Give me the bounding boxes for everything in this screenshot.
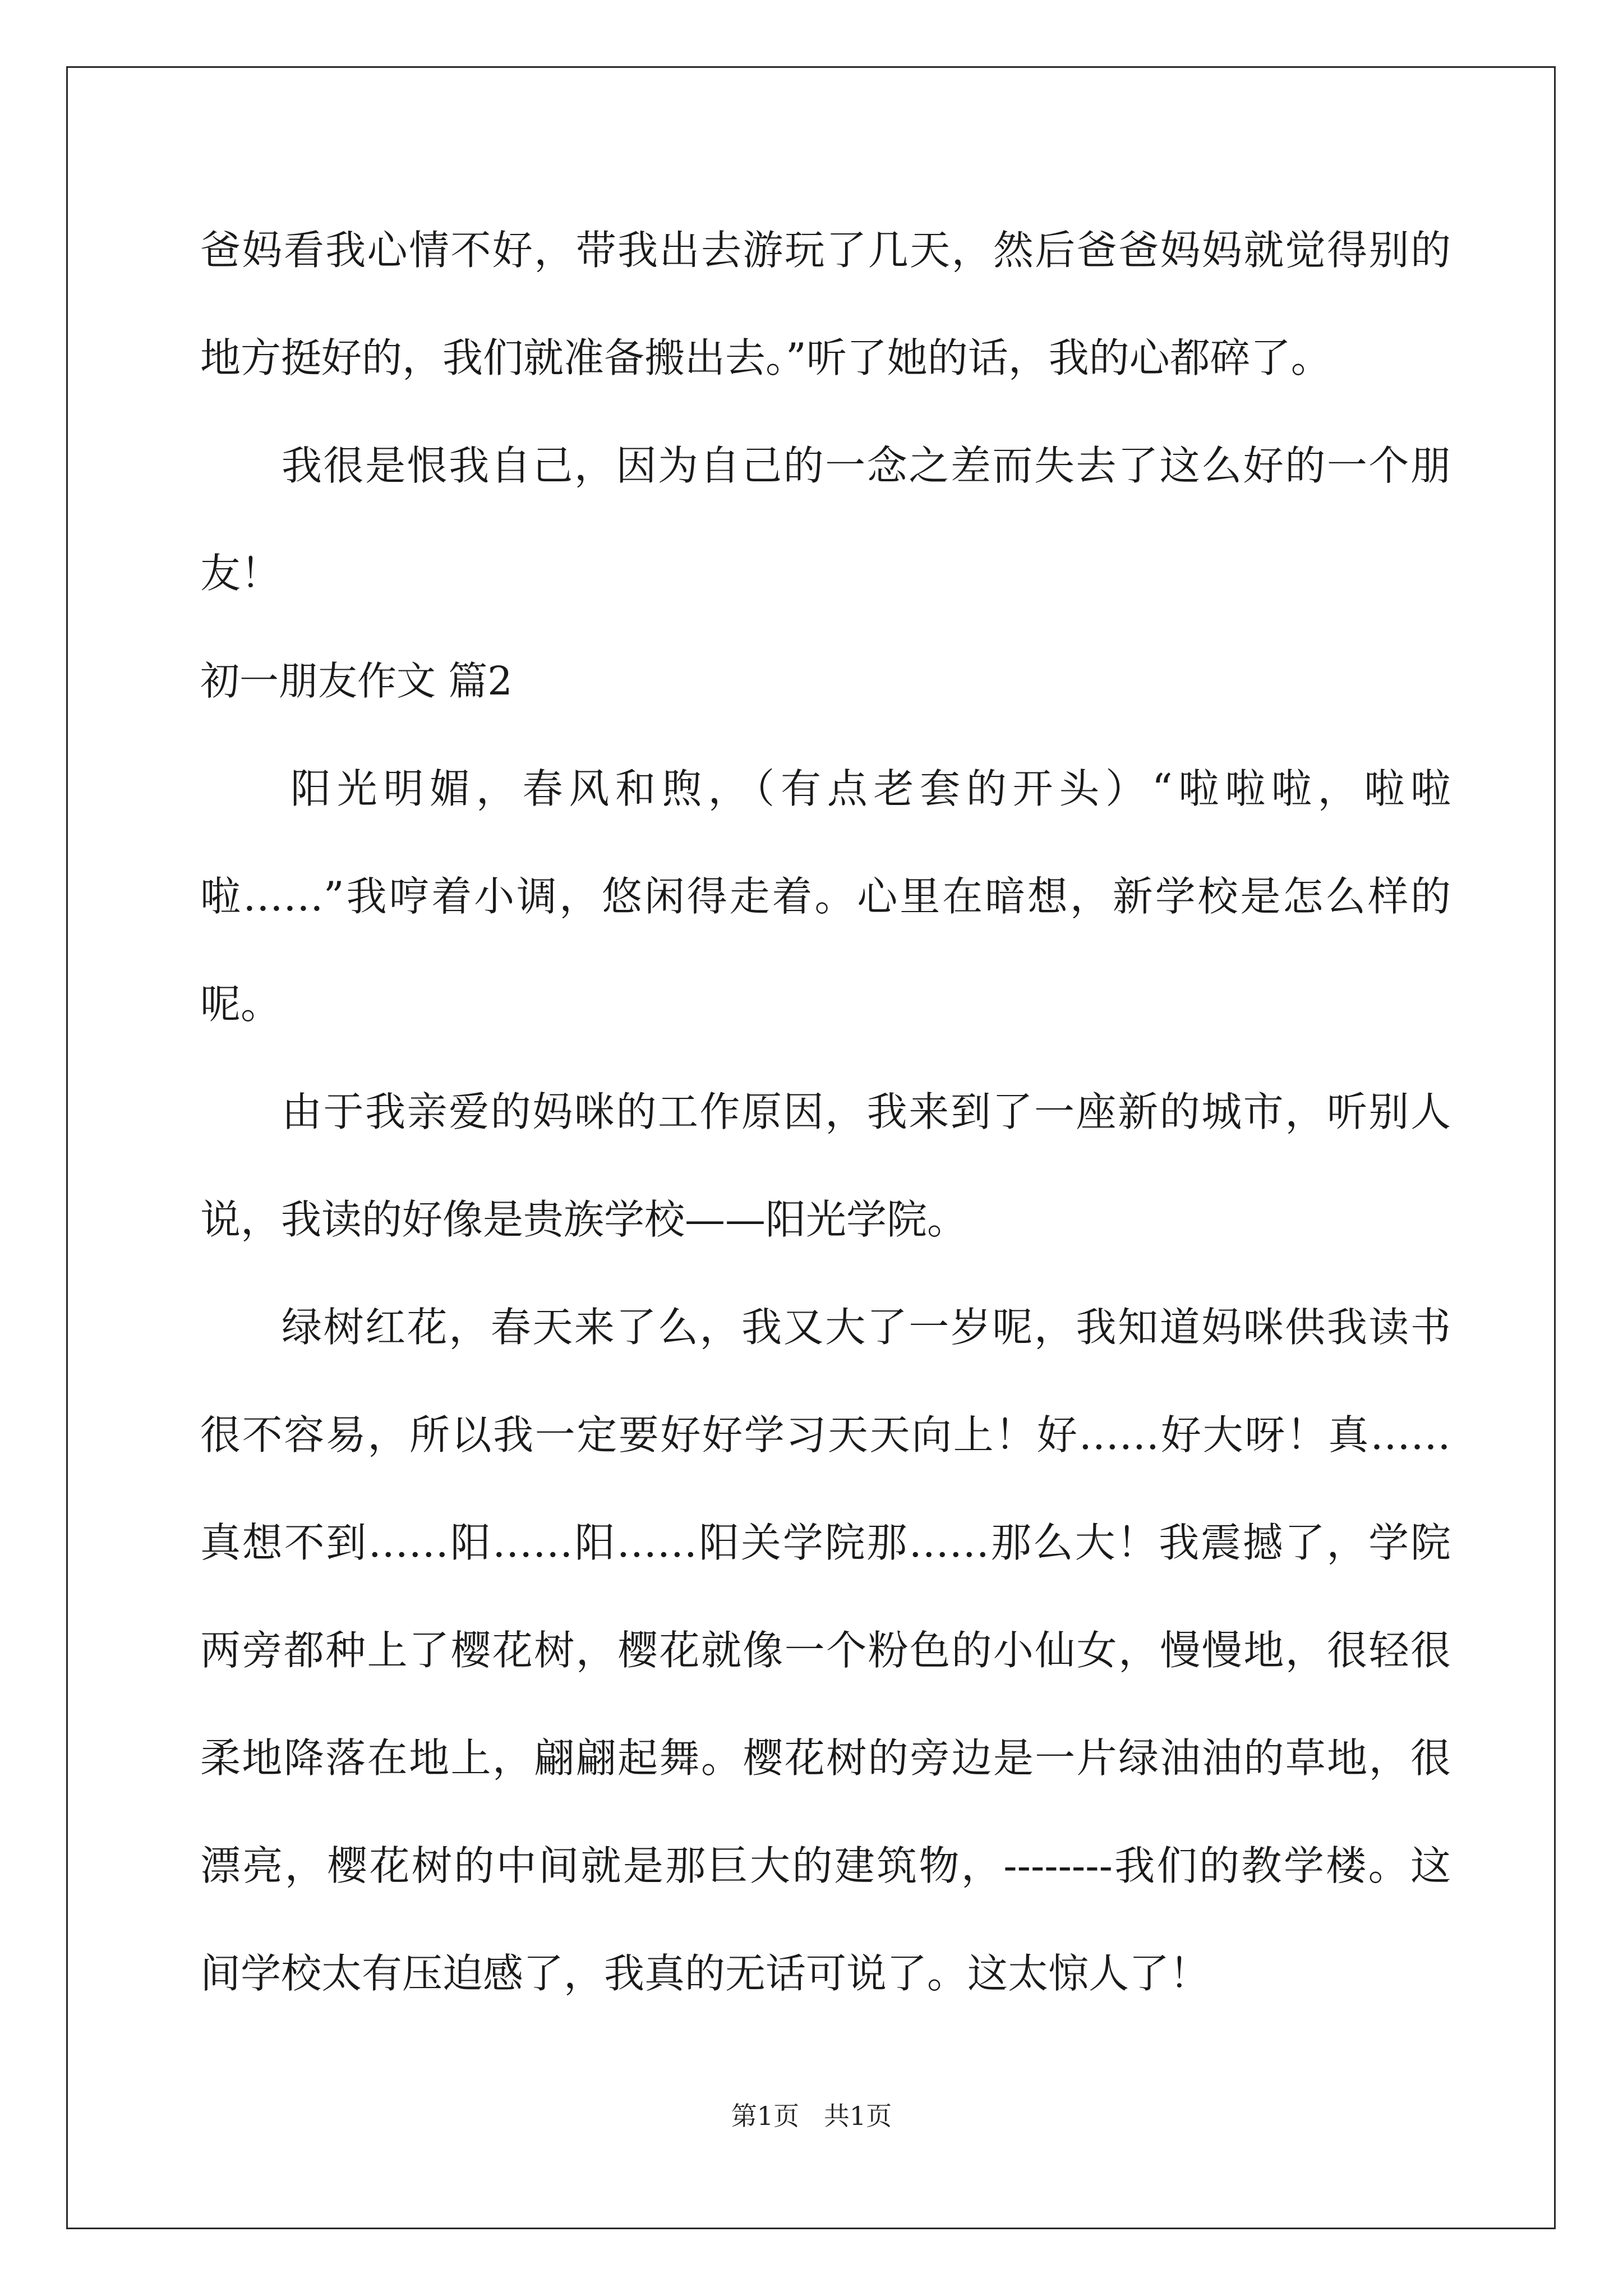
- paragraph-line: 两旁都种上了樱花树，樱花就像一个粉色的小仙女，慢慢地，很轻很: [200, 1627, 1451, 1674]
- paragraph-line: 间学校太有压迫感了，我真的无话可说了。这太惊人了！: [200, 1950, 1210, 1997]
- paragraph-line: 呢。: [200, 981, 282, 1028]
- paragraph-line: 说，我读的好像是贵族学校——阳光学院。: [200, 1196, 968, 1243]
- paragraph-line: 绿树红花，春天来了么，我又大了一岁呢，我知道妈咪供我读书: [282, 1304, 1451, 1351]
- paragraph-line: 地方挺好的，我们就准备搬出去。”听了她的话，我的心都碎了。: [200, 334, 1331, 381]
- paragraph-line: 友！: [200, 550, 282, 597]
- paragraph-line: 真想不到……阳……阳……阳关学院那……那么大！我震撼了，学院: [200, 1519, 1451, 1566]
- paragraph-line: 很不容易，所以我一定要好好学习天天向上！好……好大呀！真……: [200, 1411, 1451, 1458]
- section-heading: 初一朋友作文 篇2: [200, 658, 513, 704]
- paragraph-line: 啦……”我哼着小调，悠闲得走着。心里在暗想，新学校是怎么样的: [200, 873, 1451, 920]
- paragraph-line: 阳光明媚，春风和煦，（有点老套的开头）“啦啦啦，啦啦: [291, 765, 1451, 812]
- page-number: 第1页 共1页: [731, 2101, 892, 2131]
- paragraph-line: 柔地降落在地上，翩翩起舞。樱花树的旁边是一片绿油油的草地，很: [200, 1734, 1451, 1782]
- paragraph-line: 爸妈看我心情不好，带我出去游玩了几天，然后爸爸妈妈就觉得别的: [200, 227, 1451, 274]
- page-frame: [66, 66, 1556, 2229]
- page-footer: [0, 2099, 1623, 2133]
- paragraph-line: 我很是恨我自己，因为自己的一念之差而失去了这么好的一个朋: [282, 442, 1451, 489]
- paragraph-line: 由于我亲爱的妈咪的工作原因，我来到了一座新的城市，听别人: [282, 1088, 1451, 1135]
- paragraph-line: 漂亮，樱花树的中间就是那巨大的建筑物，--------我们的教学楼。这: [200, 1842, 1451, 1889]
